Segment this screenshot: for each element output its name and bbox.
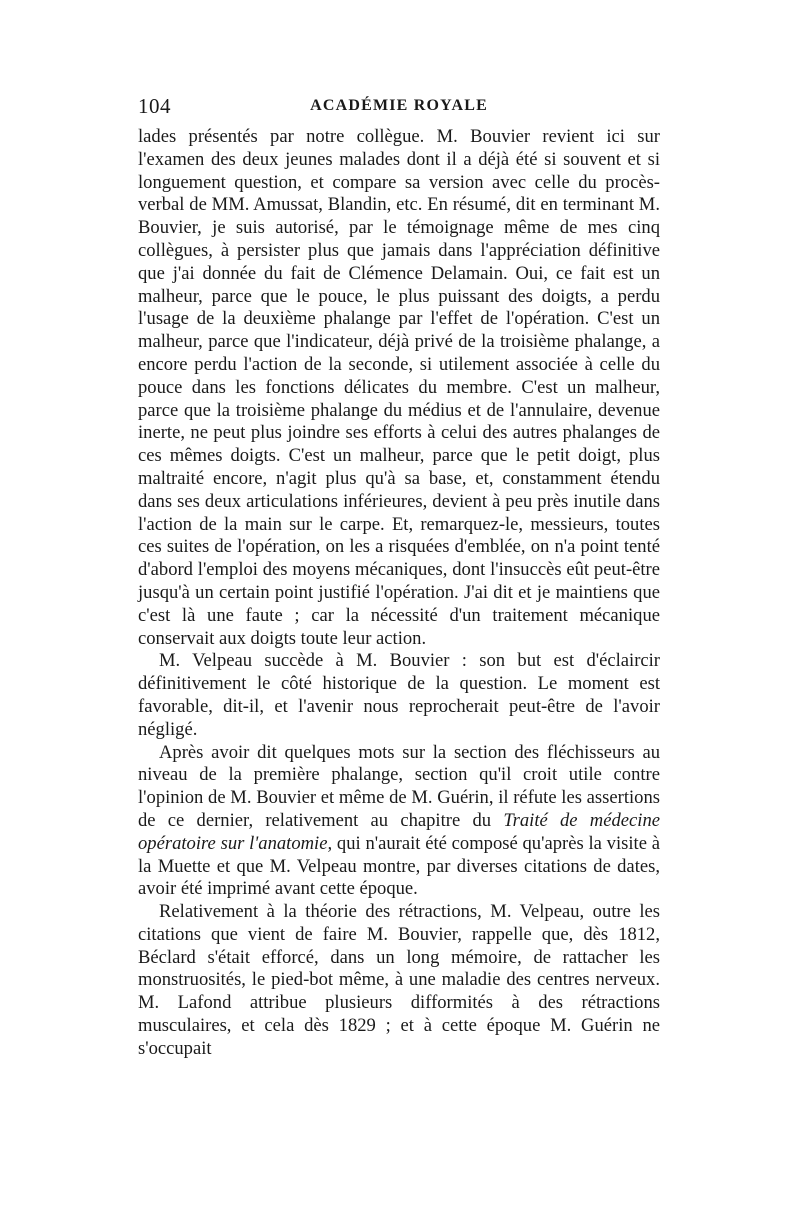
paragraph-text-after: qui n'aurait été composé qu'après la visite à la Muette et que M. Velpeau montre, par diverses citations de dates, avoir été imprimé avant cette époque. [138,832,660,900]
header-title: ACADÉMIE ROYALE [310,97,488,114]
body-text [138,126,660,1061]
page-number: 104 [138,94,171,118]
paragraph-text-before: Après avoir dit quelques mots sur la section des fléchisseurs au niveau de la première phalange, section qu'il croit utile contre l'opinion de M. Bouvier et même de M. Guérin, il réfute les assertions de ce dernier, relativement au chapitre du [138,741,660,831]
paragraph-retractions: Relativement à la théorie des rétractions, M. Velpeau, outre les citations que vient de faire M. Bouvier, rappelle que, dès 1812, Béclard s'était efforcé, dans un long mémoire, de rattacher les monstruosités, le pied-bot même, à une maladie des centres nerveux. M. Lafond attribue plusieurs difformités à des rétractions musculaires, et cela dès 1829 ; et à cette époque M. Guérin ne s'occupait [138,901,660,1059]
paragraph-velpeau-intro: M. Velpeau succède à M. Bouvier : son but est d'éclaircir définitivement le côté historique de la question. Le moment est favorable, dit-il, et l'avenir nous reprocherait peut-être de l'avoir négligé. [138,650,660,740]
running-head [138,94,660,124]
italic-book-title: Traité de médecine opératoire sur l'anatomie, [138,809,660,854]
paragraph-flechisseurs [138,742,660,902]
book-page [138,94,660,1061]
paragraph-continued: lades présentés par notre collègue. M. Bouvier revient ici sur l'examen des deux jeunes malades dont il a déjà été si souvent et si longuement question, et compare sa version avec celle du procès-verbal de MM. Amussat, Blandin, etc. En résumé, dit en terminant M. Bouvier, je suis autorisé, par le témoignage même de mes cinq collègues, à persister plus que jamais dans l'appréciation définitive que j'ai donnée du fait de Clémence Delamain. Oui, ce fait est un malheur, parce que le pouce, le plus puissant des doigts, a perdu l'usage de la deuxième phalange par l'effet de l'opération. C'est un malheur, parce que l'indicateur, déjà privé de la troisième phalange, a encore perdu l'action de la seconde, si utilement associée à celle du pouce dans les fonctions délicates du membre. C'est un malheur, parce que la troisième phalange du médius et de l'annulaire, devenue inerte, ne peut plus joindre ses efforts à celui des autres phalanges de ces mêmes doigts. C'est un malheur, parce que le petit doigt, plus maltraité encore, n'agit plus qu'à sa base, et, constamment étendu dans ses deux articulations inférieures, devient à peu près inutile dans l'action de la main sur le carpe. Et, remarquez-le, messieurs, toutes ces suites de l'opération, on les a risquées d'emblée, on n'a point tenté d'abord l'emploi des moyens mécaniques, dont l'insuccès eût peut-être jusqu'à un certain point justifié l'opération. J'ai dit et je maintiens que c'est là une faute ; car la nécessité d'un traitement mécanique conservait aux doigts toute leur action. [138,126,660,649]
